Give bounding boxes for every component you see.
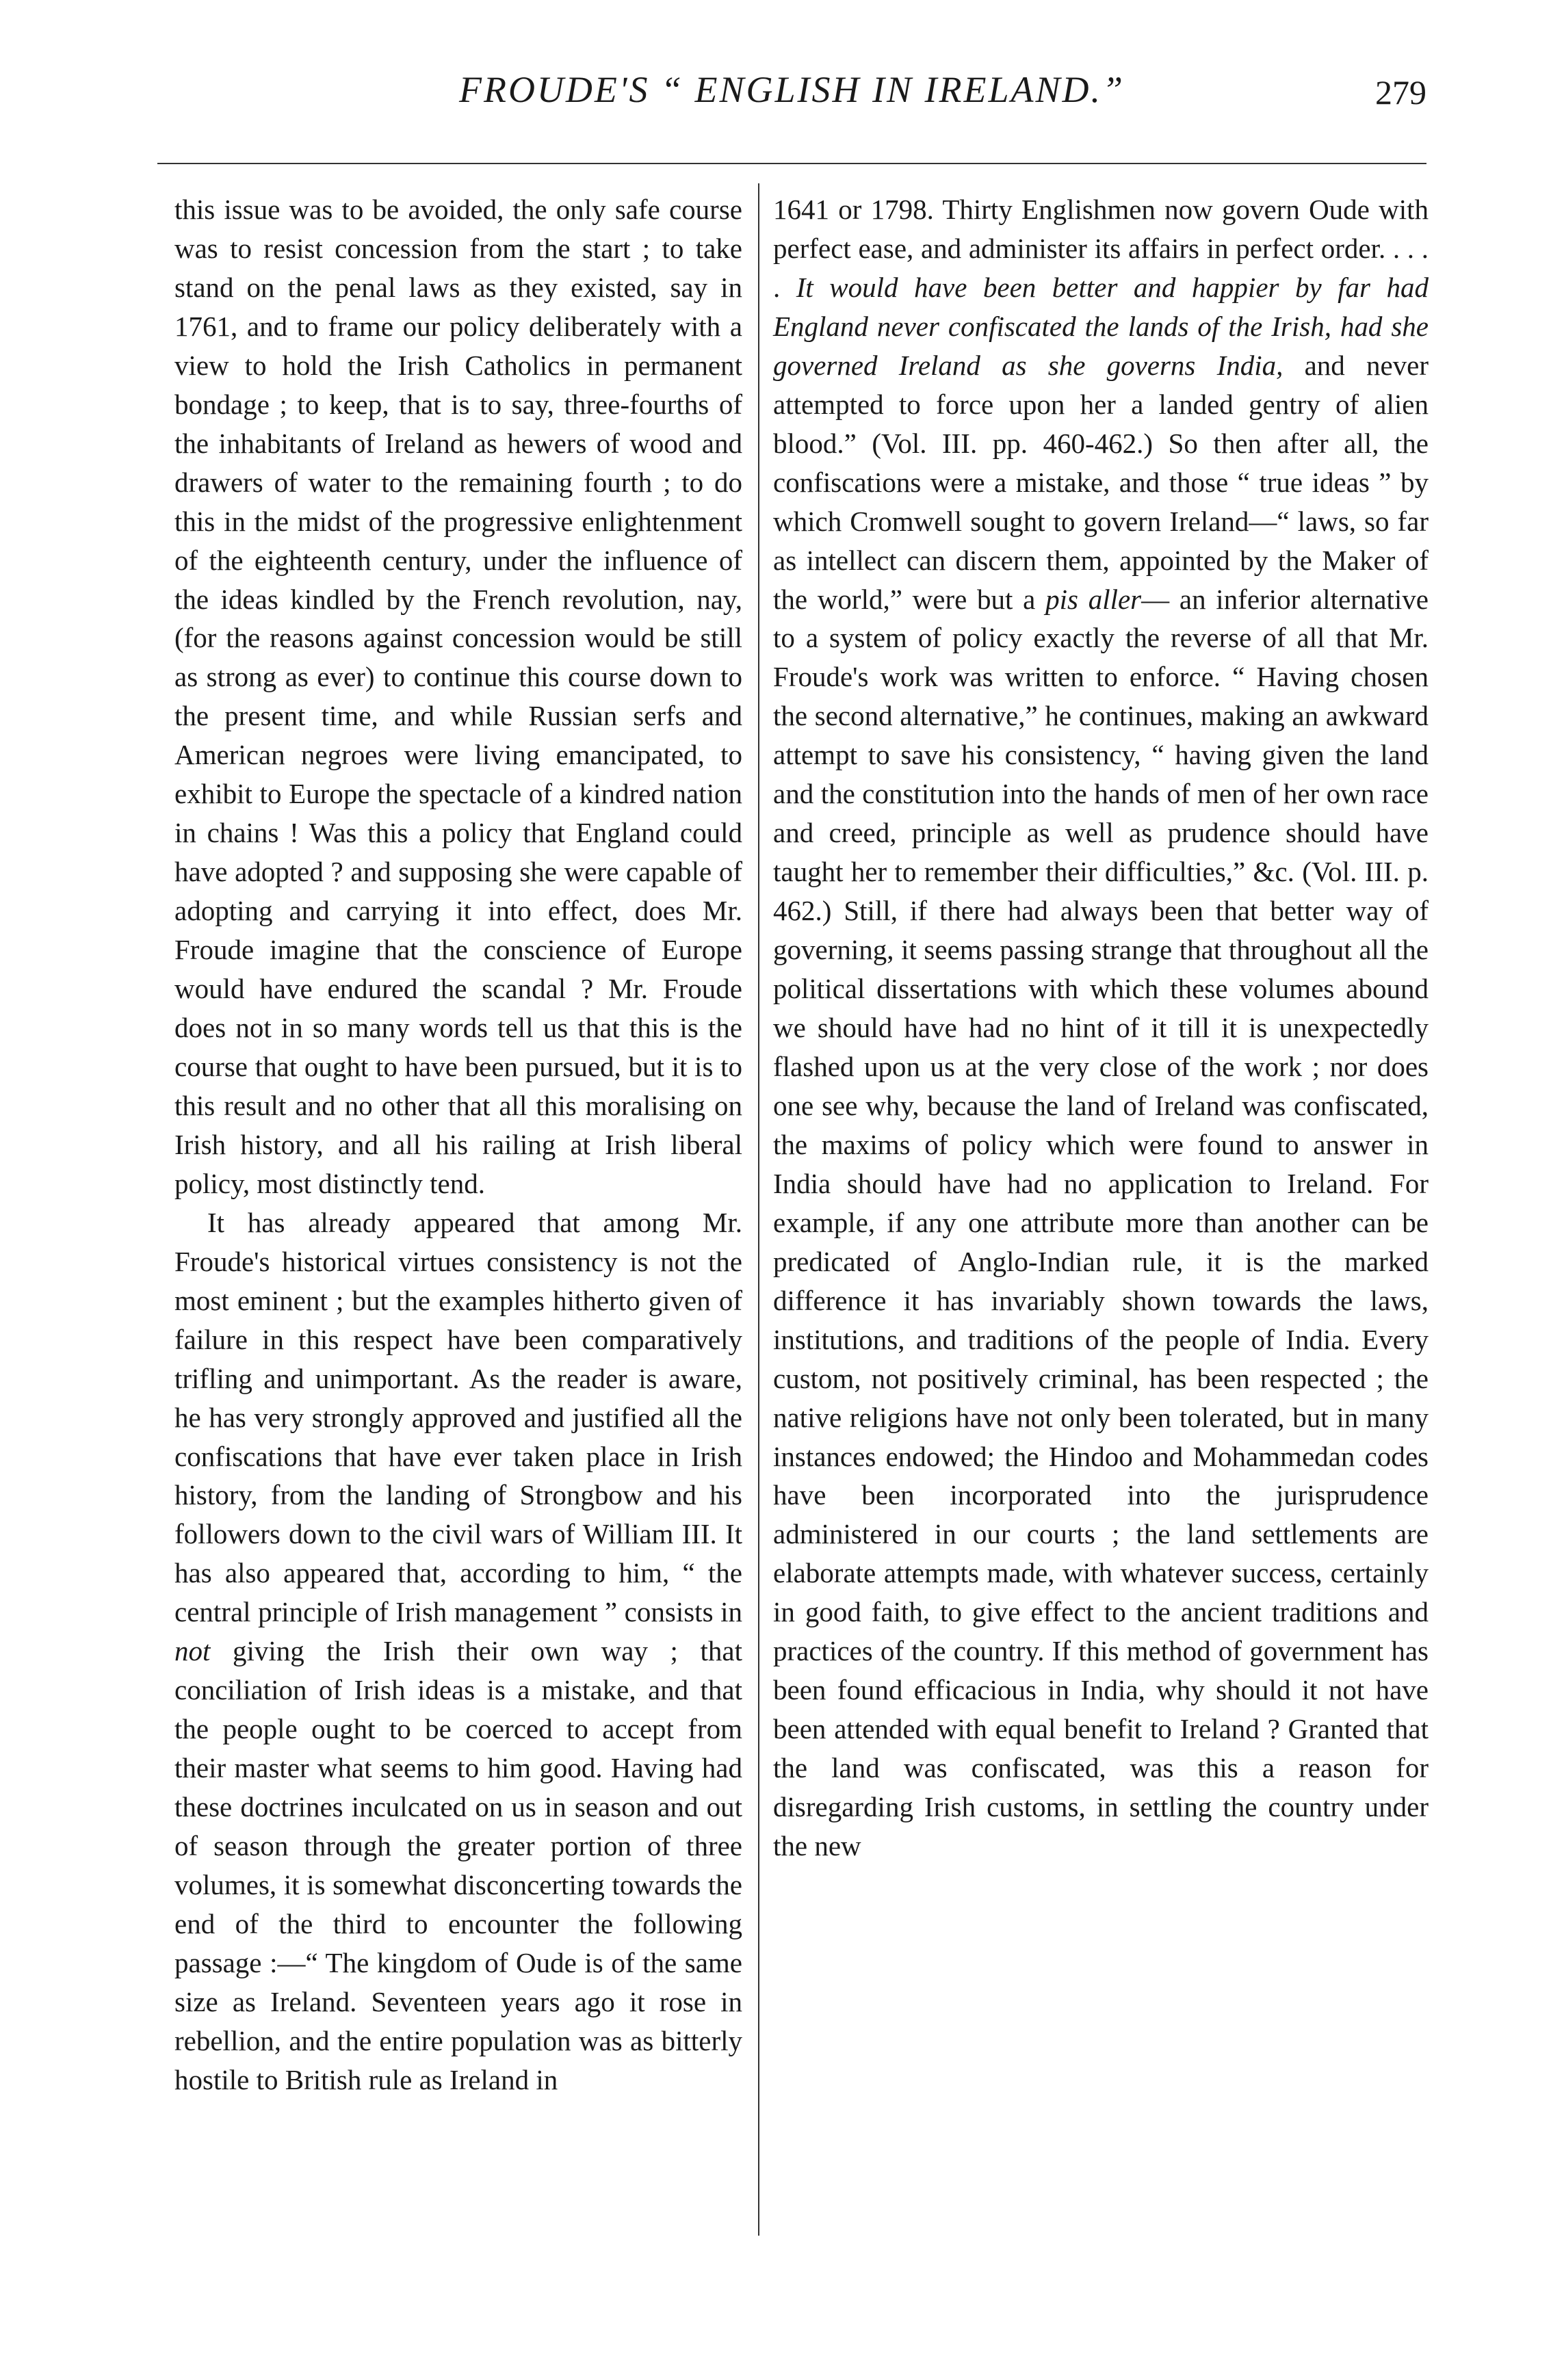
emphasis: not	[174, 1635, 211, 1667]
page-number: 279	[1375, 73, 1426, 112]
text-run: It has already appeared that among Mr. Froude's historical virtues consistency is not the most eminent ; but the examples hitherto given of failure in this respect have been comparatively trifling and unimportant. As the reader is aware, he has very strongly approved and justified all the confiscations that have ever taken place in Irish history, from the landing of Strongbow and his followers down to the civil wars of William III. It has also appeared that, according to him, “ the central principle of Irish management ” consists in	[174, 1206, 742, 1628]
page-header	[157, 68, 1426, 130]
paragraph	[174, 1203, 742, 2100]
header-rule	[157, 163, 1426, 164]
text-run: and never attempted to force upon her a landed gentry of alien blood.” (Vol. III. pp. 460-462.) So then after all, the confiscations were a mistake, and those “ true ideas ” by which Cromwell sought to govern Ireland—“ laws, so far as intellect can discern them, appointed by the Maker of the world,” were but a	[773, 349, 1429, 615]
text-run: 1641 or 1798. Thirty Englishmen now govern Oude with perfect ease, and administer its affairs in perfect order. . . . .	[773, 194, 1429, 303]
running-title: FROUDE'S “ ENGLISH IN IRELAND.”	[458, 69, 1125, 110]
column-divider	[758, 183, 759, 2236]
paragraph	[773, 190, 1429, 1866]
right-column	[773, 190, 1429, 1866]
text-run: giving the Irish their own way ; that conciliation of Irish ideas is a mistake, and that the people ought to be coerced to accept from their master what seems to him good. Having had these doctrines inculcated on us in season and out of season through the greater portion of three volumes, it is somewhat disconcerting towards the end of the third to encounter the following passage :—“ The kingdom of Oude is of the same size as Ireland. Seventeen years ago it rose in rebellion, and the entire population was as bitterly hostile to British rule as Ireland in	[174, 1635, 742, 2095]
left-column	[174, 190, 742, 2100]
emphasis: It would have been better and happier by far had England never confiscated the lands of the Irish, had she governed Ireland as she governs India,	[773, 271, 1429, 381]
emphasis: pis aller	[1045, 583, 1142, 615]
paragraph: this issue was to be avoided, the only safe course was to resist concession from the start ; to take stand on the penal laws as they existed, say in 1761, and to frame our policy deliberately with a view to hold the Irish Catholics in permanent bondage ; to keep, that is to say, three-fourths of the inhabitants of Ireland as hewers of wood and drawers of water to the remaining fourth ; to do this in the midst of the progressive enlightenment of the eighteenth century, under the influence of the ideas kindled by the French revolution, nay, (for the reasons against concession would be still as strong as ever) to continue this course down to the present time, and while Russian serfs and American negroes were living emancipated, to exhibit to Europe the spectacle of a kindred nation in chains ! Was this a policy that England could have adopted ? and supposing she were capable of adopting and carrying it into effect, does Mr. Froude imagine that the conscience of Europe would have endured the scandal ? Mr. Froude does not in so many words tell us that this is the course that ought to have been pursued, but it is to this result and no other that all this moralising on Irish history, and all his railing at Irish liberal policy, most distinctly tend.	[174, 194, 742, 1199]
text-run: — an inferior alternative to a system of policy exactly the reverse of all that Mr. Froude's work was written to enforce. “ Having chosen the second alternative,” he continues, making an awkward attempt to save his consistency, “ having given the land and the constitution into the hands of men of her own race and creed, principle as well as prudence should have taught her to remember their difficulties,” &c. (Vol. III. p. 462.) Still, if there had always been that better way of governing, it seems passing strange that throughout all the political dissertations with which these volumes abound we should have had no hint of it till it is unexpectedly flashed upon us at the very close of the work ; nor does one see why, because the land of Ireland was confiscated, the maxims of policy which were found to answer in India should have had no application to Ireland. For example, if any one attribute more than another can be predicated of Anglo-Indian rule, it is the marked difference it has invariably shown towards the laws, institutions, and traditions of the people of India. Every custom, not positively criminal, has been respected ; the native religions have not only been tolerated, but in many instances endowed; the Hindoo and Mohammedan codes have been incorporated into the jurisprudence administered in our courts ; the land settlements are elaborate attempts made, with whatever success, certainly in good faith, to give effect to the ancient traditions and practices of the country. If this method of government has been found efficacious in India, why should it not have been attended with equal benefit to Ireland ? Granted that the land was confiscated, was this a reason for disregarding Irish customs, in settling the country under the new	[773, 583, 1429, 1862]
